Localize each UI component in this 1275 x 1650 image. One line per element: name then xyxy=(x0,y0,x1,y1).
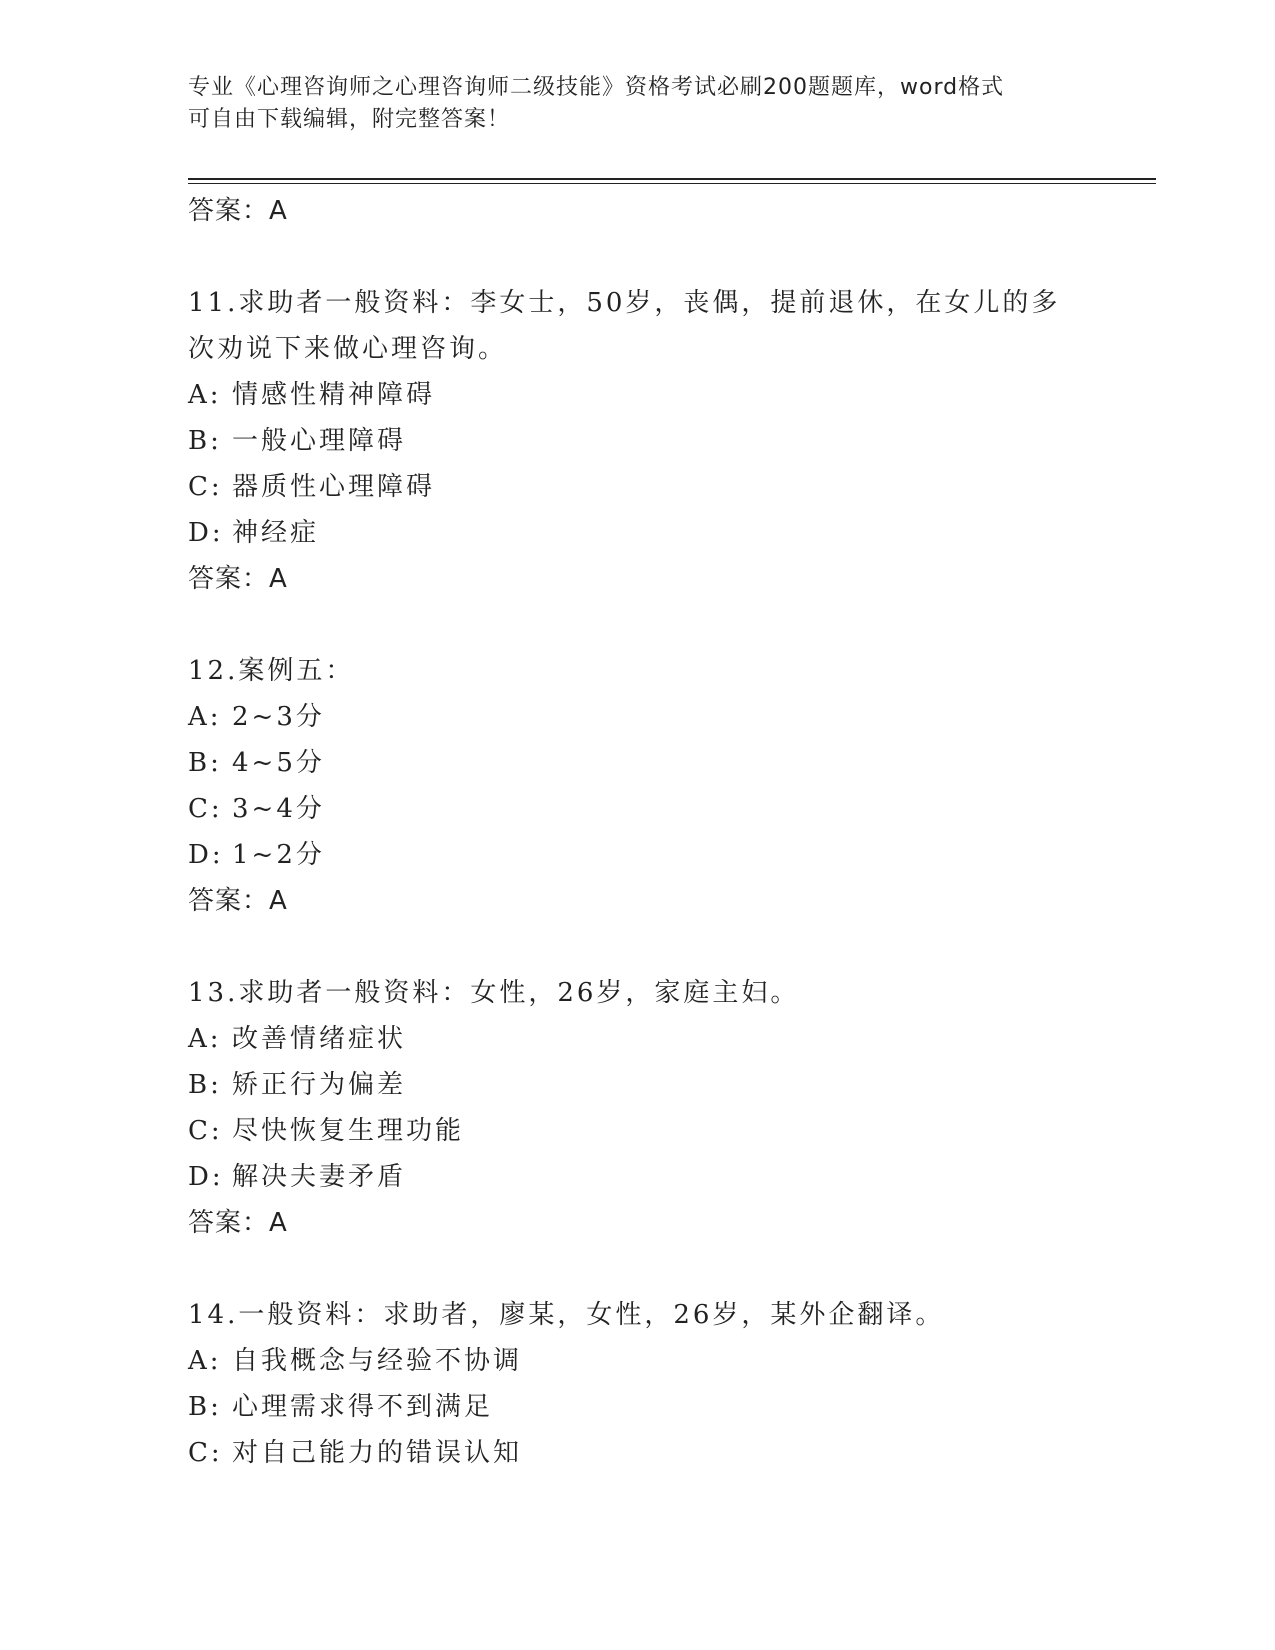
option-letter: D: xyxy=(188,1162,224,1192)
option-b xyxy=(188,1062,1156,1108)
option-letter: B: xyxy=(188,1392,222,1422)
option-d xyxy=(188,510,1156,556)
option-c xyxy=(188,1430,1156,1476)
question-text: 11.求助者一般资料：李女士，50岁，丧偶，提前退休，在女儿的多次劝说下来做心理咨询。 xyxy=(188,288,1061,364)
option-letter: B: xyxy=(188,748,222,778)
option-text: 对自己能力的错误认知 xyxy=(232,1438,523,1468)
option-text: 3~4分 xyxy=(232,794,325,824)
answer-line: 答案：A xyxy=(188,886,288,916)
question-text: 14.一般资料：求助者，廖某，女性，26岁，某外企翻译。 xyxy=(188,1300,945,1330)
option-letter: B: xyxy=(188,426,222,456)
option-letter: B: xyxy=(188,1070,222,1100)
question-text: 13.求助者一般资料：女性，26岁，家庭主妇。 xyxy=(188,978,800,1008)
option-letter: D: xyxy=(188,840,224,870)
option-a xyxy=(188,694,1156,740)
option-letter: A: xyxy=(188,1346,222,1376)
option-text: 心理需求得不到满足 xyxy=(232,1392,494,1422)
header-line-1: 专业《心理咨询师之心理咨询师二级技能》资格考试必刷200题题库，word格式 xyxy=(188,75,1005,100)
answer-line: 答案：A xyxy=(188,196,288,226)
document-body xyxy=(188,188,1156,1476)
option-text: 1~2分 xyxy=(232,840,325,870)
answer-line: 答案：A xyxy=(188,564,288,594)
option-b xyxy=(188,740,1156,786)
option-d xyxy=(188,1154,1156,1200)
option-d xyxy=(188,832,1156,878)
option-letter: A: xyxy=(188,380,222,410)
option-letter: C: xyxy=(188,794,223,824)
option-text: 矫正行为偏差 xyxy=(232,1070,407,1100)
question-14 xyxy=(188,1292,1156,1476)
option-text: 器质性心理障碍 xyxy=(232,472,436,502)
option-text: 神经症 xyxy=(232,518,320,548)
option-text: 解决夫妻矛盾 xyxy=(232,1162,407,1192)
option-letter: C: xyxy=(188,1116,223,1146)
question-13 xyxy=(188,970,1156,1246)
option-a xyxy=(188,1338,1156,1384)
option-letter: A: xyxy=(188,702,222,732)
option-text: 自我概念与经验不协调 xyxy=(232,1346,523,1376)
option-letter: C: xyxy=(188,472,223,502)
header-line-2: 可自由下载编辑，附完整答案！ xyxy=(188,107,511,132)
question-12 xyxy=(188,648,1156,924)
answer-line: 答案：A xyxy=(188,1208,288,1238)
question-text: 12.案例五： xyxy=(188,656,355,686)
option-text: 尽快恢复生理功能 xyxy=(232,1116,465,1146)
option-letter: C: xyxy=(188,1438,223,1468)
option-c xyxy=(188,1108,1156,1154)
question-11 xyxy=(188,280,1156,602)
option-text: 一般心理障碍 xyxy=(232,426,407,456)
option-text: 情感性精神障碍 xyxy=(232,380,436,410)
option-b xyxy=(188,418,1156,464)
option-b xyxy=(188,1384,1156,1430)
option-a xyxy=(188,1016,1156,1062)
option-text: 4~5分 xyxy=(232,748,325,778)
option-c xyxy=(188,786,1156,832)
option-letter: D: xyxy=(188,518,224,548)
option-text: 2~3分 xyxy=(232,702,325,732)
option-text: 改善情绪症状 xyxy=(232,1024,407,1054)
option-letter: A: xyxy=(188,1024,222,1054)
option-c xyxy=(188,464,1156,510)
header-divider xyxy=(188,178,1156,184)
option-a xyxy=(188,372,1156,418)
page-header xyxy=(188,72,1088,136)
